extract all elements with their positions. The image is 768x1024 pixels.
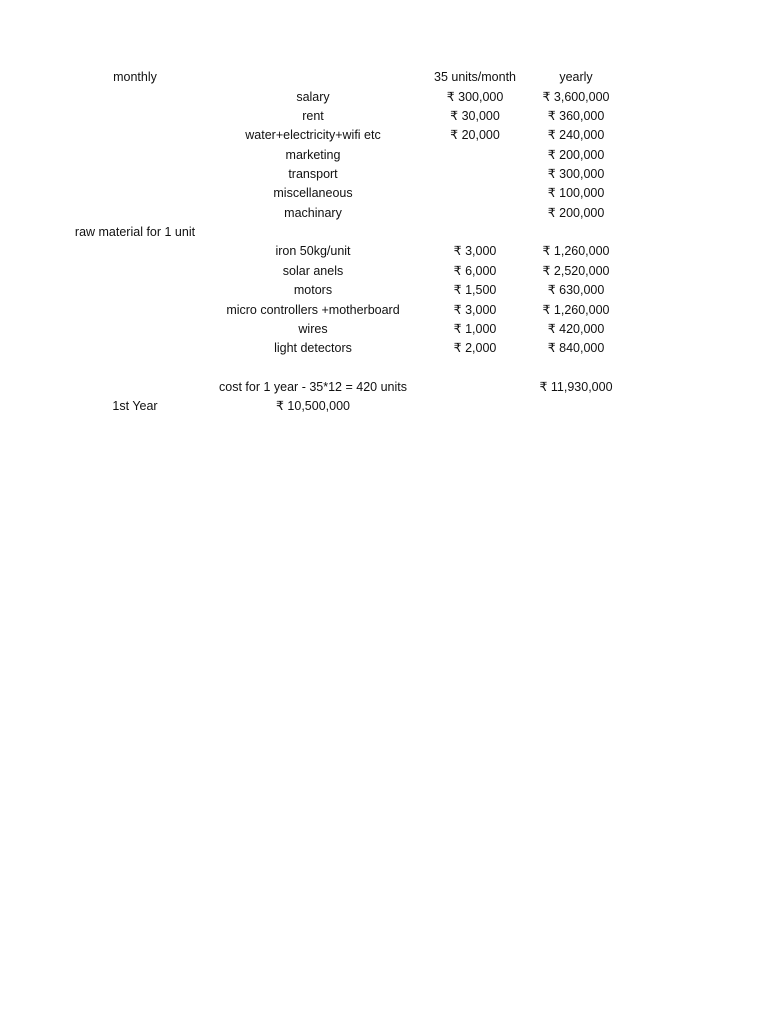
table-row <box>0 262 768 281</box>
material-yearly: ₹ 1,260,000 <box>542 244 610 258</box>
material-unit-cost: ₹ 3,000 <box>453 244 497 258</box>
expense-yearly: ₹ 360,000 <box>547 109 605 123</box>
total-value: ₹ 11,930,000 <box>539 380 613 394</box>
expense-item: transport <box>288 167 338 181</box>
table-row <box>0 320 768 339</box>
expense-item: marketing <box>285 148 341 162</box>
material-unit-cost: ₹ 1,000 <box>453 322 497 336</box>
material-unit-cost: ₹ 2,000 <box>453 341 497 355</box>
expense-yearly: ₹ 240,000 <box>547 128 605 142</box>
expense-item: salary <box>296 90 330 104</box>
table-row <box>0 242 768 261</box>
material-item: wires <box>298 322 328 336</box>
total-label: cost for 1 year - 35*12 = 420 units <box>219 380 407 394</box>
expense-monthly <box>416 146 534 165</box>
expense-monthly: ₹ 20,000 <box>450 128 500 142</box>
material-yearly: ₹ 630,000 <box>547 283 605 297</box>
expense-yearly: ₹ 3,600,000 <box>542 90 610 104</box>
expense-monthly: ₹ 300,000 <box>446 90 504 104</box>
material-unit-cost: ₹ 6,000 <box>453 264 497 278</box>
expense-yearly: ₹ 300,000 <box>547 167 605 181</box>
total-row <box>0 378 768 397</box>
header-yearly: yearly <box>559 70 593 84</box>
expense-monthly: ₹ 30,000 <box>450 109 500 123</box>
first-year-value: ₹ 10,500,000 <box>276 399 350 413</box>
expense-yearly: ₹ 200,000 <box>547 206 605 220</box>
material-item: motors <box>293 283 333 297</box>
header-row <box>0 68 768 87</box>
material-unit-cost: ₹ 3,000 <box>453 303 497 317</box>
material-item: iron 50kg/unit <box>275 244 351 258</box>
table-row <box>0 88 768 107</box>
expense-monthly <box>416 165 534 184</box>
expense-monthly <box>416 204 534 223</box>
material-yearly: ₹ 2,520,000 <box>542 264 610 278</box>
expense-item: water+electricity+wifi etc <box>245 128 381 142</box>
table-row <box>0 107 768 126</box>
table-row <box>0 204 768 223</box>
table-row <box>0 146 768 165</box>
expense-item: machinary <box>284 206 342 220</box>
first-year-row <box>0 397 768 416</box>
expense-item: miscellaneous <box>273 186 353 200</box>
table-row <box>0 281 768 300</box>
material-yearly: ₹ 1,260,000 <box>542 303 610 317</box>
material-item: light detectors <box>274 341 352 355</box>
raw-material-label: raw material for 1 unit <box>74 225 196 239</box>
material-item: micro controllers +motherboard <box>226 303 400 317</box>
expense-yearly: ₹ 200,000 <box>547 148 605 162</box>
table-row <box>0 184 768 203</box>
header-monthly-label: monthly <box>113 70 157 84</box>
expense-yearly: ₹ 100,000 <box>547 186 605 200</box>
expense-monthly <box>416 184 534 203</box>
table-row <box>0 165 768 184</box>
material-yearly: ₹ 420,000 <box>547 322 605 336</box>
material-unit-cost: ₹ 1,500 <box>453 283 497 297</box>
table-row <box>0 301 768 320</box>
material-item: solar anels <box>282 264 344 278</box>
table-row <box>0 126 768 145</box>
header-units-per-month: 35 units/month <box>434 70 516 84</box>
raw-material-row <box>0 223 768 242</box>
expense-item: rent <box>302 109 324 123</box>
first-year-label: 1st Year <box>112 399 158 413</box>
material-yearly: ₹ 840,000 <box>547 341 605 355</box>
table-row <box>0 339 768 358</box>
